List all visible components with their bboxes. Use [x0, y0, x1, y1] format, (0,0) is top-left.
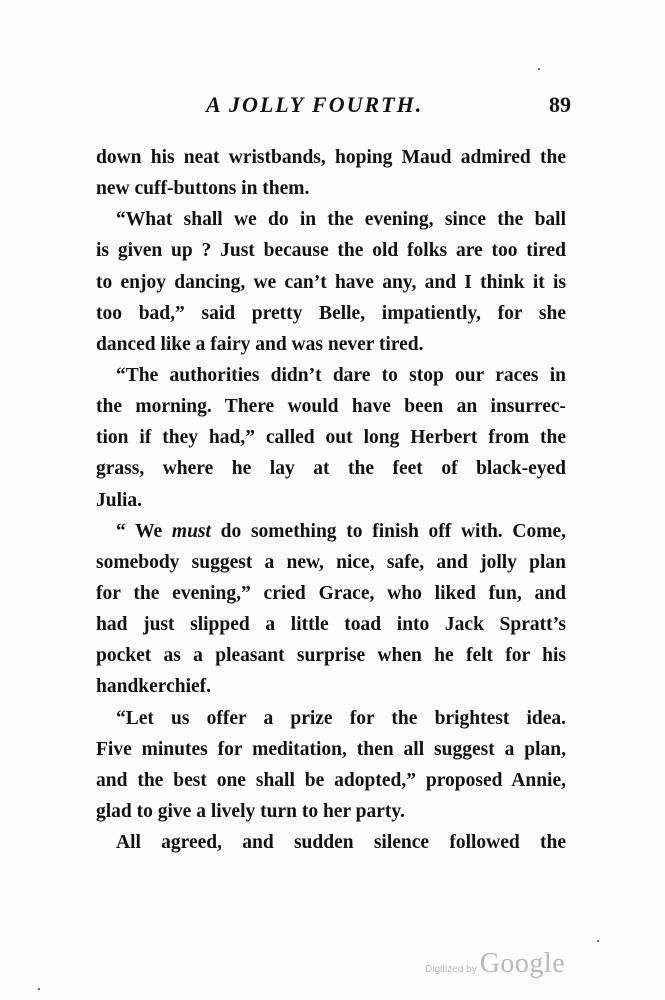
text-line: somebody suggest a new, nice, safe, and jolly plan — [96, 551, 566, 573]
digitized-watermark — [425, 948, 565, 980]
text-line: All agreed, and sudden silence followed the — [116, 832, 566, 854]
watermark-prefix: Digitized by — [425, 964, 477, 975]
paper-speck — [38, 988, 40, 990]
text-line: is given up ? Just because the old folks are too tired — [96, 240, 566, 262]
text-line: down his neat wristbands, hoping Maud admired the — [96, 147, 566, 168]
text-line: the morning. There would have been an insurrec- — [96, 396, 566, 418]
text-line: “Let us offer a prize for the brightest idea. — [116, 707, 566, 729]
text-line: danced like a fairy and was never tired. — [96, 333, 424, 355]
running-header — [96, 92, 571, 126]
text-line: “The authorities didn’t dare to stop our races in — [116, 364, 566, 386]
text-line: and the best one shall be adopted,” proposed Annie, — [96, 769, 566, 791]
text-line: Julia. — [96, 489, 143, 511]
text-line: grass, where he lay at the feet of black-eyed — [96, 458, 566, 480]
text-line: “What shall we do in the evening, since the ball — [116, 209, 566, 231]
text-line: new cuff-buttons in them. — [96, 178, 310, 200]
text-fragment: do something to finish off with. Come, — [210, 520, 566, 542]
text-fragment: “ We — [116, 520, 172, 542]
text-line: tion if they had,” called out long Herbert from the — [96, 427, 566, 449]
emphasized-word: must — [171, 520, 211, 542]
text-line: glad to give a lively turn to her party. — [96, 800, 405, 822]
google-logo: Google — [479, 948, 566, 979]
text-line: Five minutes for meditation, then all suggest a plan, — [96, 738, 566, 760]
paper-speck — [597, 940, 599, 942]
text-line-with-emphasis — [96, 516, 566, 547]
paper-speck — [538, 68, 540, 70]
text-line: too bad,” said pretty Belle, impatiently, for she — [96, 302, 566, 324]
text-line: to enjoy dancing, we can’t have any, and I think it is — [96, 271, 566, 293]
text-line: for the evening,” cried Grace, who liked fun, and — [96, 582, 566, 604]
body-text — [96, 142, 566, 858]
text-line: pocket as a pleasant surprise when he felt for his — [96, 645, 566, 667]
running-title: A JOLLY FOURTH. — [206, 92, 424, 117]
text-line: had just slipped a little toad into Jack Spratt’s — [96, 614, 566, 636]
page-number: 89 — [549, 92, 571, 117]
text-line: handkerchief. — [96, 676, 212, 698]
